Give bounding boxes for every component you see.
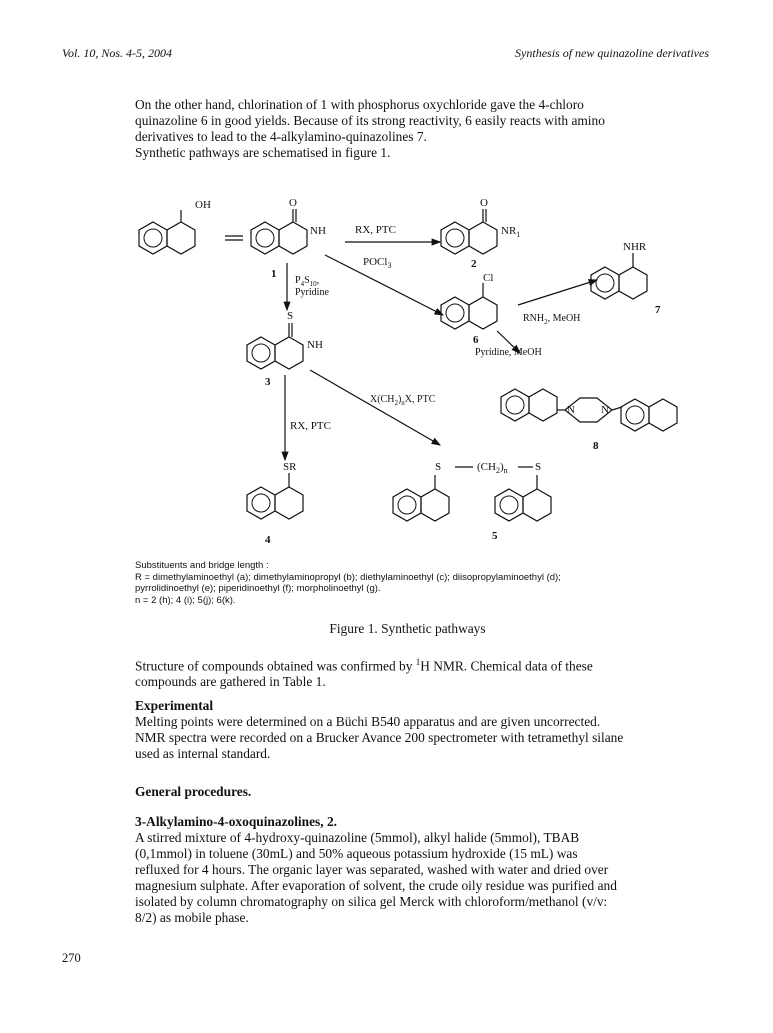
reagent-xch2nx-end: X, PTC [404, 394, 436, 405]
structure-5-left [393, 489, 449, 521]
label-n-piperazine: N [601, 404, 609, 416]
label-o-1: O [289, 197, 297, 209]
structure-line-1b: H NMR. Chemical data of these [420, 658, 593, 674]
reagent-rx-ptc-left: RX, PTC [290, 420, 331, 432]
substituents-line-2: pyrrolidinoethyl (e); piperidinoethyl (f); morpholinoethyl (g). [135, 583, 381, 594]
intro-line-3: derivatives to lead to the 4-alkylamino-quinazolines 7. [135, 129, 427, 144]
label-ch2n [477, 461, 508, 475]
label-nr1-text: NR [501, 225, 517, 237]
reagent-xch2nx-close: ) [397, 394, 402, 405]
label-ch2n-sub: 2 [495, 466, 500, 475]
reagent-p4s10-10: 10 [309, 280, 317, 288]
alkylamino-line-4: magnesium sulphate. After evaporation of solvent, the crude oily residue was purified and [135, 878, 617, 893]
structure-8-left [501, 389, 557, 421]
reagent-xch2nx-text: X(CH [370, 394, 395, 405]
reagent-rnh2 [523, 313, 580, 326]
experimental-title: Experimental [135, 698, 214, 713]
reagent-pocl3 [363, 256, 391, 270]
reagent-p4s10-s: S [304, 275, 310, 286]
general-procedures-title: General procedures. [135, 784, 252, 799]
reagent-xch2nx [370, 394, 436, 407]
alkylamino-line-3: refluxed for 4 hours. The organic layer was separated, washed with water and dried over [135, 862, 609, 877]
compound-number-3: 3 [265, 376, 271, 388]
structure-line-1a: Structure of compounds obtained was confirmed by [135, 658, 416, 674]
structure-5-right [495, 489, 551, 521]
structure-1-hydroxy [139, 222, 195, 254]
structure-1-oxo [251, 222, 307, 254]
reagent-p4s10-4: 4 [300, 280, 305, 288]
label-ch2n-n: n [503, 466, 508, 475]
label-oh: OH [195, 199, 211, 211]
substituents-legend [135, 560, 695, 606]
reagent-rnh2-sub: 2 [544, 318, 548, 326]
experimental-line-3: used as internal standard. [135, 746, 271, 761]
reagent-rnh2-tail: , MeOH [547, 313, 581, 324]
general-procedures-section [135, 784, 680, 800]
label-n-piperazine-2: N [567, 404, 575, 416]
label-ch2n-open: (CH [477, 461, 496, 473]
reagent-pocl3-sub: 3 [387, 261, 392, 270]
reagent-rx-ptc-top: RX, PTC [355, 224, 396, 236]
intro-line-1: On the other hand, chlorination of 1 with phosphorus oxychloride gave the 4-chloro [135, 97, 584, 112]
compound-number-2: 2 [471, 258, 477, 270]
compound-number-4: 4 [265, 534, 271, 546]
experimental-line-2: NMR spectra were recorded on a Brucker Avance 200 spectrometer with tetramethyl silane [135, 730, 624, 745]
reagent-xch2nx-sub: 2 [394, 399, 398, 407]
experimental-line-1: Melting points were determined on a Büchi B540 apparatus and are given uncorrected. [135, 714, 601, 729]
substituents-line-3: n = 2 (h); 4 (i); 5(j); 6(k). [135, 594, 236, 606]
alkylamino-line-6: 8/2) as mobile phase. [135, 910, 249, 925]
page-number: 270 [62, 951, 81, 965]
alkylamino-line-5: isolated by column chromatography on silica gel Merck with chloroform/methanol (v/v: [135, 894, 608, 909]
experimental-section [135, 698, 680, 762]
structure-8-right [621, 399, 677, 431]
alkylamino-title: 3-Alkylamino-4-oxoquinazolines, 2. [135, 814, 337, 829]
reagent-pyridine-meoh: Pyridine, MeOH [475, 347, 542, 358]
label-sr: SR [283, 461, 297, 473]
structure-7 [591, 267, 647, 299]
compound-number-7: 7 [655, 304, 661, 316]
structure-line-1 [135, 654, 680, 674]
reagent-rnh2-text: RNH [523, 313, 545, 324]
reagent-pocl3-text: POCl [363, 256, 388, 268]
substituents-line-1: R = dimethylaminoethyl (a); dimethylaminopropyl (b); diethylaminoethyl (c); diisopropylaminoethyl (d); [135, 571, 561, 583]
reagent-p4s10-comma: , [316, 275, 320, 286]
alkylamino-line-1: A stirred mixture of 4-hydroxy-quinazoline (5mmol), alkyl halide (5mmol), TBAB [135, 830, 580, 845]
figure-caption: Figure 1. Synthetic pathways [329, 621, 486, 636]
nmr-superscript: 1 [415, 657, 421, 667]
label-s-5a: S [435, 461, 442, 473]
reaction-scheme [135, 195, 680, 555]
running-header-right: Synthesis of new quinazoline derivatives [515, 46, 709, 60]
label-nhr: NHR [623, 241, 647, 253]
reagent-xch2nx-n: n [401, 399, 405, 407]
structure-4 [247, 487, 303, 519]
structure-2 [441, 222, 497, 254]
alkylamino-line-2: (0,1mmol) in toluene (30mL) and 50% aqueous potassium hydroxide (15 mL) was [135, 846, 578, 861]
reagent-p4s10-p: P [295, 275, 301, 286]
label-s-5b: S [535, 461, 542, 473]
intro-line-2: quinazoline 6 in good yields. Because of its strong reactivity, 6 easily reacts with amino [135, 113, 605, 128]
label-nh-3: NH [307, 339, 323, 351]
compound-number-6: 6 [473, 334, 479, 346]
intro-line-4: Synthetic pathways are schematised in figure 1. [135, 145, 391, 160]
label-s-3: S [287, 310, 294, 322]
label-o-2: O [480, 197, 488, 209]
running-header-left: Vol. 10, Nos. 4-5, 2004 [62, 46, 173, 60]
compound-number-5: 5 [492, 530, 498, 542]
alkylamino-section [135, 814, 680, 926]
label-nh-1: NH [310, 225, 326, 237]
label-nr1-subscript: 1 [516, 230, 521, 239]
substituents-title: Substituents and bridge length : [135, 560, 269, 571]
label-cl: Cl [483, 272, 494, 284]
intro-paragraph [135, 97, 680, 161]
label-nr1 [501, 225, 520, 239]
label-ch2n-close: ) [499, 461, 504, 473]
structure-line-2: compounds are gathered in Table 1. [135, 674, 326, 690]
reagent-pyridine: Pyridine [295, 287, 329, 298]
compound-number-8: 8 [593, 440, 599, 452]
structure-paragraph [135, 654, 680, 690]
compound-number-1: 1 [271, 268, 277, 280]
structure-3 [247, 337, 303, 369]
structure-6 [441, 297, 497, 329]
synthetic-pathways-figure [135, 195, 680, 555]
